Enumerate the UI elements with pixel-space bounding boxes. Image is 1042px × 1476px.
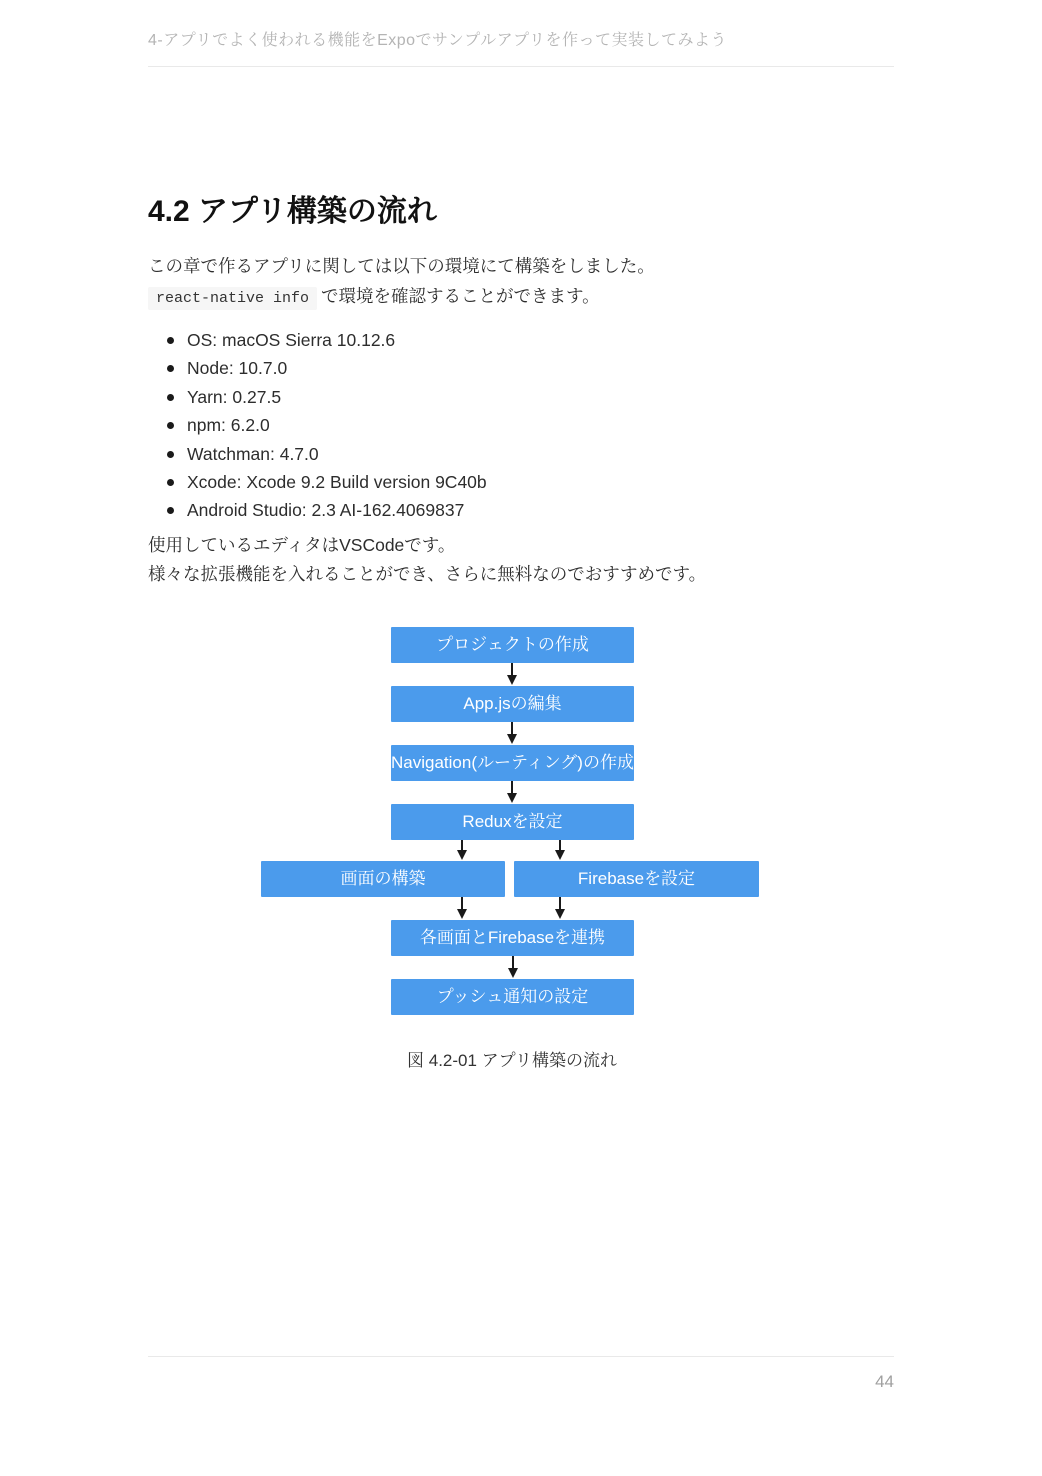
footer-divider (148, 1356, 894, 1357)
flow-node-push-notification: プッシュ通知の設定 (391, 979, 634, 1015)
page-number: 44 (875, 1372, 894, 1391)
list-item: Watchman: 4.7.0 (187, 440, 487, 468)
intro-line-2 (148, 281, 655, 314)
flow-node-link-firebase: 各画面とFirebaseを連携 (391, 920, 634, 956)
intro-line-2-text: で環境を確認することができます。 (321, 286, 600, 306)
header-divider (148, 66, 894, 67)
flowchart (0, 627, 1042, 1017)
environment-list (187, 326, 487, 525)
list-item: Node: 10.7.0 (187, 354, 487, 382)
figure-caption: 図 4.2-01 アプリ構築の流れ (407, 1051, 617, 1070)
editor-note (148, 531, 706, 588)
flow-node-edit-appjs: App.jsの編集 (391, 686, 634, 722)
list-item: npm: 6.2.0 (187, 411, 487, 439)
section-title: 4.2 アプリ構築の流れ (148, 195, 437, 228)
flow-node-redux: Reduxを設定 (391, 804, 634, 840)
editor-note-line-2: 様々な拡張機能を入れることができ、さらに無料なのでおすすめです。 (148, 563, 707, 584)
flow-node-navigation: Navigation(ルーティング)の作成 (391, 745, 634, 781)
flow-node-build-screens: 画面の構築 (261, 861, 505, 897)
flow-node-firebase-setup: Firebaseを設定 (514, 861, 759, 897)
list-item: Yarn: 0.27.5 (187, 383, 487, 411)
editor-note-line-1: 使用しているエディタはVSCodeです。 (148, 535, 456, 555)
list-item: OS: macOS Sierra 10.12.6 (187, 326, 487, 354)
list-item: Xcode: Xcode 9.2 Build version 9C40b (187, 468, 487, 496)
chapter-header: 4-アプリでよく使われる機能をExpoでサンプルアプリを作って実装してみよう (148, 32, 727, 49)
list-item: Android Studio: 2.3 AI-162.4069837 (187, 496, 487, 524)
intro-paragraph (148, 251, 655, 314)
intro-line-1: この章で作るアプリに関しては以下の環境にて構築をしました。 (148, 256, 655, 276)
flow-node-create-project: プロジェクトの作成 (391, 627, 634, 663)
inline-code: react-native info (148, 287, 317, 310)
